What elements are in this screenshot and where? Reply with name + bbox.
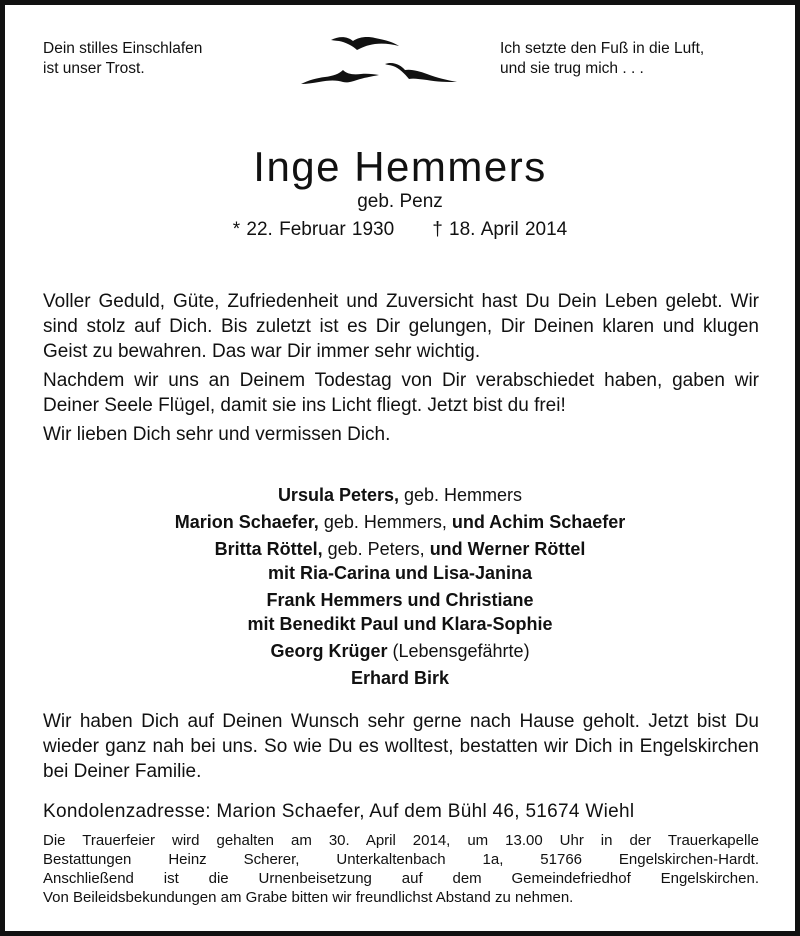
message-paragraph: Nachdem wir uns an Deinem Todestag von Dir verabschiedet haben, gaben wir Deiner Seele Flügel, damit sie ins Licht fliegt. Jetzt bist du frei!: [43, 370, 759, 416]
mourner-name: Erhard Birk: [350, 668, 450, 688]
mourner-partner: und Achim Schaefer: [451, 512, 626, 532]
mourner-detail: geb. Peters,: [322, 539, 430, 559]
birth-date: * 22. Februar 1930: [232, 219, 395, 240]
mourner-name: Marion Schaefer,: [174, 512, 319, 532]
message-paragraph: Voller Geduld, Güte, Zufriedenheit und Zuversicht hast Du Dein Leben gelebt. Wir sind stolz auf Dich. Bis zuletzt ist es Dir gelungen, Dir Deinen klaren und klugen Geist zu bewahren. Das war Dir immer sehr wichtig.: [43, 291, 759, 362]
mourner-name: Georg Krüger: [270, 641, 388, 661]
condolence-address: Kondolenzadresse: Marion Schaefer, Auf dem Bühl 46, 51674 Wiehl: [43, 801, 635, 822]
message-paragraph: Wir lieben Dich sehr und vermissen Dich.: [43, 424, 391, 445]
notice-line: Anschließend ist die Urnenbeisetzung auf dem Gemeindefriedhof Engelskirchen.: [43, 870, 759, 887]
funeral-notice: [43, 831, 759, 907]
mourners-list: [0, 483, 800, 693]
closing-paragraph: Wir haben Dich auf Deinen Wunsch sehr gerne nach Hause geholt. Jetzt bist Du wieder ganz nah bei uns. So wie Du es wolltest, bestatten wir Dich in Engelskirchen bei Deiner Familie.: [43, 711, 759, 782]
mourner-detail: geb. Hemmers: [399, 485, 523, 505]
quote-right-line: und sie trug mich . . .: [500, 60, 644, 77]
mourner-children: mit Ria-Carina und Lisa-Janina: [267, 563, 533, 583]
death-date: † 18. April 2014: [432, 219, 568, 240]
mourner-line: [0, 639, 800, 663]
quote-right: [500, 39, 704, 79]
mourner-name: Frank Hemmers und Christiane: [266, 590, 534, 610]
mourner-line: [0, 483, 800, 507]
maiden-name: geb. Penz: [357, 191, 443, 212]
mourner-line: [0, 510, 800, 534]
quote-left-line: ist unser Trost.: [43, 60, 145, 77]
notice-line: Von Beileidsbekundungen am Grabe bitten wir freundlichst Abstand zu nehmen.: [43, 889, 574, 906]
life-dates: [0, 218, 800, 242]
quote-left-line: Dein stilles Einschlafen: [43, 40, 203, 57]
notice-line: Bestattungen Heinz Scherer, Unterkaltenbach 1a, 51766 Engelskirchen-Hardt.: [43, 851, 759, 868]
bird-right: [385, 63, 457, 82]
deceased-name: Inge Hemmers: [253, 143, 547, 190]
mourner-line: [0, 612, 800, 636]
mourner-children: mit Benedikt Paul und Klara-Sophie: [247, 614, 553, 634]
mourner-line: [0, 561, 800, 585]
flying-birds-icon: [295, 28, 465, 93]
quote-right-line: Ich setzte den Fuß in die Luft,: [500, 40, 705, 57]
mourner-line: [0, 666, 800, 690]
mourner-name: Britta Röttel,: [214, 539, 323, 559]
mourner-partner: und Werner Röttel: [429, 539, 586, 559]
bird-bottom: [301, 70, 379, 84]
bird-top: [331, 37, 399, 50]
mourner-detail: geb. Hemmers,: [318, 512, 452, 532]
quote-left: [43, 39, 202, 79]
mourner-line: [0, 588, 800, 612]
notice-line: Die Trauerfeier wird gehalten am 30. April 2014, um 13.00 Uhr in der Trauerkapelle: [43, 832, 759, 849]
mourner-detail: (Lebensgefährte): [387, 641, 530, 661]
mourner-line: [0, 537, 800, 561]
mourner-name: Ursula Peters,: [277, 485, 399, 505]
